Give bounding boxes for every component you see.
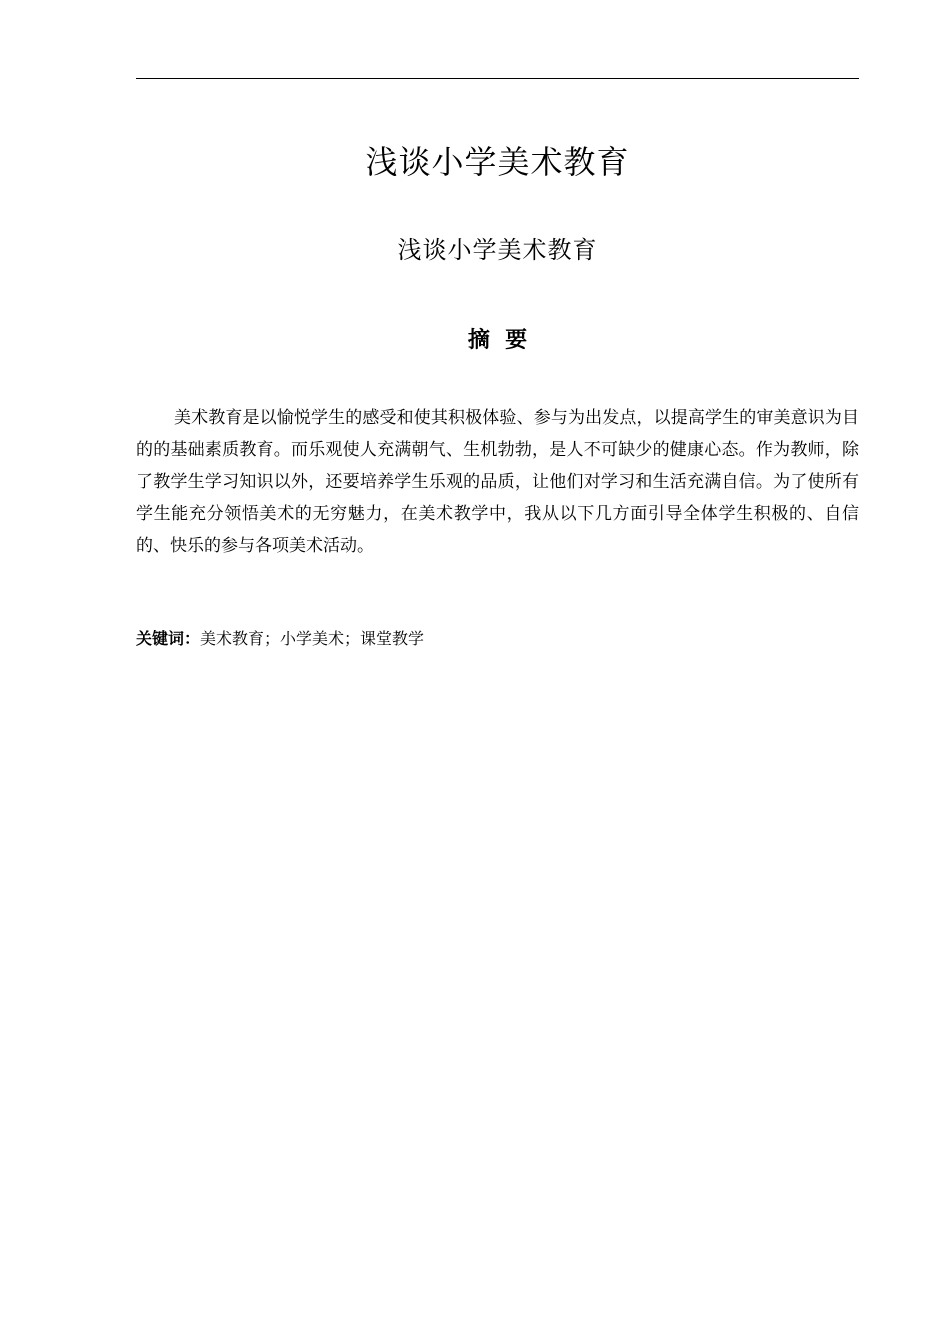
keywords-value: 美术教育；小学美术；课堂教学 xyxy=(200,629,425,648)
keywords-line xyxy=(136,625,859,653)
keywords-label: 关键词： xyxy=(136,629,201,648)
abstract-heading: 摘 要 xyxy=(467,328,528,353)
abstract-body: 美术教育是以愉悦学生的感受和使其积极体验、参与为出发点，以提高学生的审美意识为目的的基础素质教育。而乐观使人充满朝气、生机勃勃，是人不可缺少的健康心态。作为教师，除了教学生学习知识以外，还要培养学生乐观的品质，让他们对学习和生活充满自信。为了使所有学生能充分领悟美术的无穷魅力，在美术教学中，我从以下几方面引导全体学生积极的、自信的、快乐的参与各项美术活动。 xyxy=(136,408,859,556)
header-rule xyxy=(136,78,859,79)
document-subtitle: 浅谈小学美术教育 xyxy=(397,236,598,264)
document-title: 浅谈小学美术教育 xyxy=(365,143,630,181)
